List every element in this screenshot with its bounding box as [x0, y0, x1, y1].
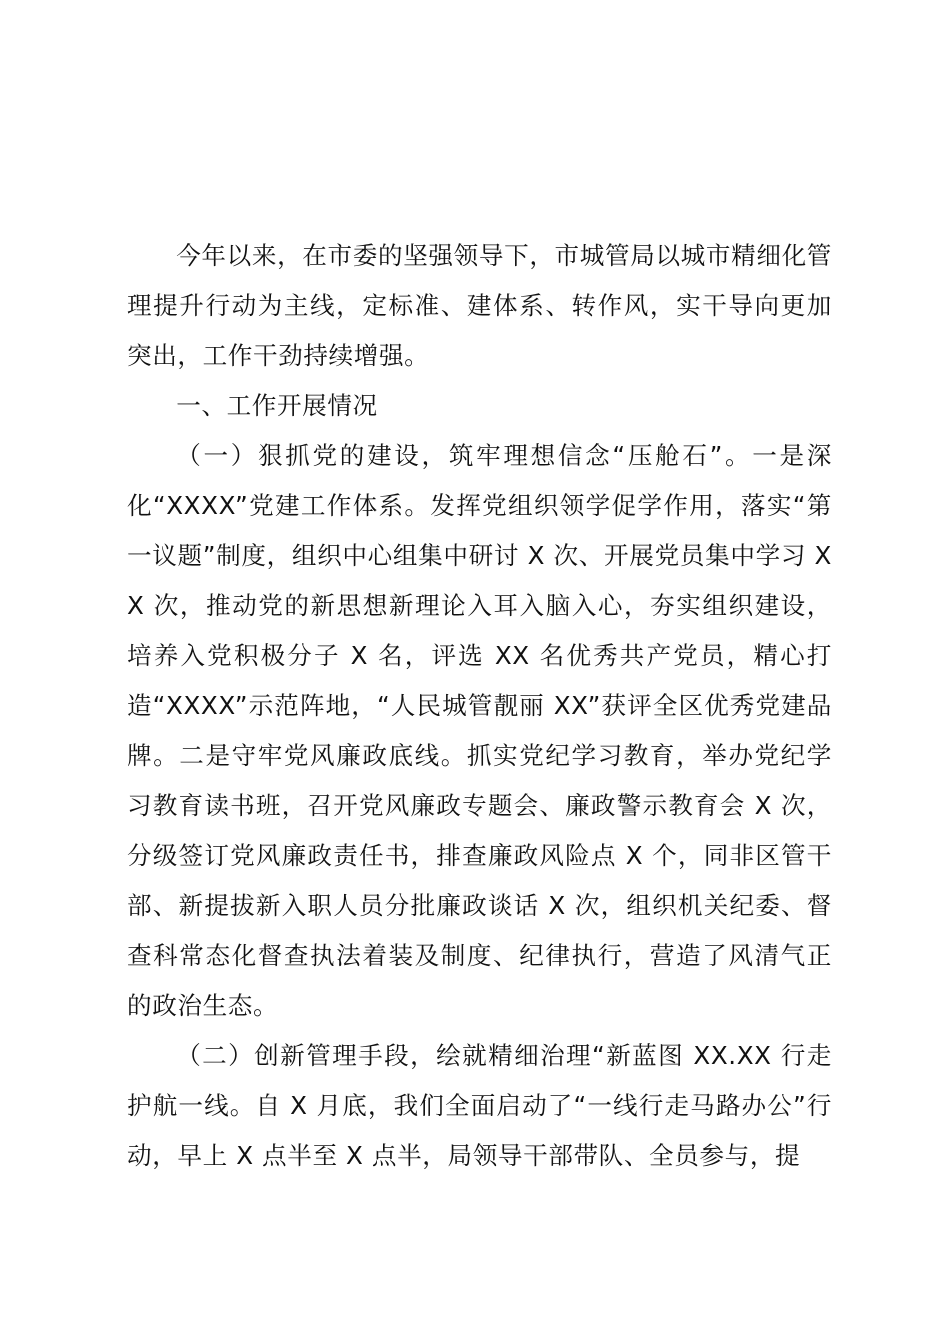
document-body [127, 231, 832, 1181]
paragraph-management-innovation: （二）创新管理手段，绘就精细治理“新蓝图 XX.XX 行走护航一线。自 X 月底，我们全面启动了“一线行走马路办公”行动，早上 X 点半至 X 点半，局领导干部带队、全员参与，提 [127, 1041, 832, 1170]
section-heading-work-progress: 一、工作开展情况 [176, 391, 378, 420]
paragraph-party-building: （一）狠抓党的建设，筑牢理想信念“压舱石”。一是深化“XXXX”党建工作体系。发挥党组织领学促学作用，落实“第一议题”制度，组织中心组集中研讨 X 次、开展党员集中学习 XX 次，推动党的新思想新理论入耳入脑入心，夯实组织建设，培养入党积极分子 X 名，评选 XX 名优秀共产党员，精心打造“XXXX”示范阵地，“人民城管靓丽 XX”获评全区优秀党建品牌。二是守牢党风廉政底线。抓实党纪学习教育，举办党纪学习教育读书班，召开党风廉政专题会、廉政警示教育会 X 次，分级签订党风廉政责任书，排查廉政风险点 X 个，同非区管干部、新提拔新入职人员分批廉政谈话 X 次，组织机关纪委、督查科常态化督查执法着装及制度、纪律执行，营造了风清气正的政治生态。 [127, 441, 832, 1020]
intro-paragraph: 今年以来，在市委的坚强领导下，市城管局以城市精细化管理提升行动为主线，定标准、建体系、转作风，实干导向更加突出，工作干劲持续增强。 [127, 241, 832, 370]
